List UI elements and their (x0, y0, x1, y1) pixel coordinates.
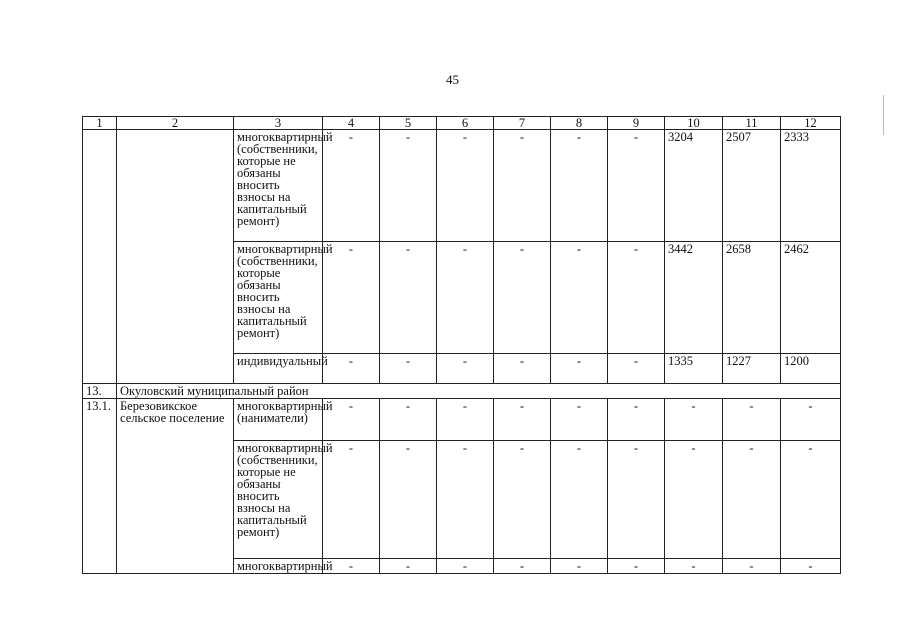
value-cell: - (723, 399, 781, 441)
value-cell: - (437, 441, 494, 559)
scan-artifact (883, 95, 884, 135)
value-cell: - (665, 399, 723, 441)
value-cell: - (781, 559, 841, 574)
value-cell: - (781, 441, 841, 559)
housing-type-label: многоквартирный (собственники, которые не обязаны вносить взносы на капитальный ремонт) (234, 130, 323, 242)
value-cell: 1335 (665, 354, 723, 384)
value-cell: - (608, 399, 665, 441)
value-cell: - (494, 441, 551, 559)
value-cell: - (494, 559, 551, 574)
section-title: Окуловский муниципальный район (117, 384, 841, 399)
value-cell: - (380, 399, 437, 441)
value-cell: 2507 (723, 130, 781, 242)
housing-type-label: многоквартирный (234, 559, 323, 574)
value-cell: 3442 (665, 242, 723, 354)
header-cell: 3 (234, 117, 323, 130)
value-cell: - (494, 130, 551, 242)
header-row (83, 117, 841, 130)
section-row (83, 384, 841, 399)
header-cell: 7 (494, 117, 551, 130)
header-cell: 12 (781, 117, 841, 130)
header-cell: 9 (608, 117, 665, 130)
value-cell: - (551, 559, 608, 574)
value-cell: - (494, 242, 551, 354)
value-cell: - (323, 399, 380, 441)
value-cell: - (323, 559, 380, 574)
header-cell: 2 (117, 117, 234, 130)
value-cell: - (380, 130, 437, 242)
housing-type-label: многоквартирный (наниматели) (234, 399, 323, 441)
settlement-name: Березовикское сельское поселение (117, 399, 234, 574)
value-cell: - (437, 399, 494, 441)
header-cell: 8 (551, 117, 608, 130)
value-cell: 2658 (723, 242, 781, 354)
value-cell: - (781, 399, 841, 441)
value-cell: - (323, 130, 380, 242)
subsection-number: 13.1. (83, 399, 117, 574)
housing-type-label: индивидуальный (234, 354, 323, 384)
value-cell: - (437, 559, 494, 574)
value-cell: - (551, 242, 608, 354)
tariff-table (82, 116, 841, 574)
value-cell: - (494, 399, 551, 441)
value-cell: - (323, 441, 380, 559)
value-cell: - (608, 559, 665, 574)
value-cell: - (723, 441, 781, 559)
header-cell: 10 (665, 117, 723, 130)
value-cell: - (551, 441, 608, 559)
header-cell: 4 (323, 117, 380, 130)
value-cell: - (437, 130, 494, 242)
value-cell: - (665, 559, 723, 574)
table-row (83, 130, 841, 242)
section-number: 13. (83, 384, 117, 399)
empty-cell (83, 130, 117, 384)
value-cell: - (608, 130, 665, 242)
value-cell: - (551, 130, 608, 242)
housing-type-label: многоквартирный (собственники, которые обязаны вносить взносы на капитальный ремонт) (234, 242, 323, 354)
value-cell: - (494, 354, 551, 384)
value-cell: - (665, 441, 723, 559)
value-cell: - (380, 559, 437, 574)
value-cell: - (723, 559, 781, 574)
value-cell: - (608, 242, 665, 354)
value-cell: 2333 (781, 130, 841, 242)
value-cell: - (608, 441, 665, 559)
page-number: 45 (446, 72, 459, 87)
value-cell: - (608, 354, 665, 384)
value-cell: 1200 (781, 354, 841, 384)
value-cell: - (437, 354, 494, 384)
housing-type-label: многоквартирный (собственники, которые не обязаны вносить взносы на капитальный ремонт) (234, 441, 323, 559)
value-cell: 3204 (665, 130, 723, 242)
empty-cell (117, 130, 234, 384)
value-cell: - (323, 354, 380, 384)
value-cell: 1227 (723, 354, 781, 384)
value-cell: - (380, 242, 437, 354)
value-cell: - (323, 242, 380, 354)
value-cell: - (380, 354, 437, 384)
header-cell: 6 (437, 117, 494, 130)
value-cell: - (551, 399, 608, 441)
header-cell: 5 (380, 117, 437, 130)
table-row (83, 399, 841, 441)
header-cell: 11 (723, 117, 781, 130)
value-cell: - (551, 354, 608, 384)
value-cell: - (437, 242, 494, 354)
header-cell: 1 (83, 117, 117, 130)
value-cell: - (380, 441, 437, 559)
value-cell: 2462 (781, 242, 841, 354)
